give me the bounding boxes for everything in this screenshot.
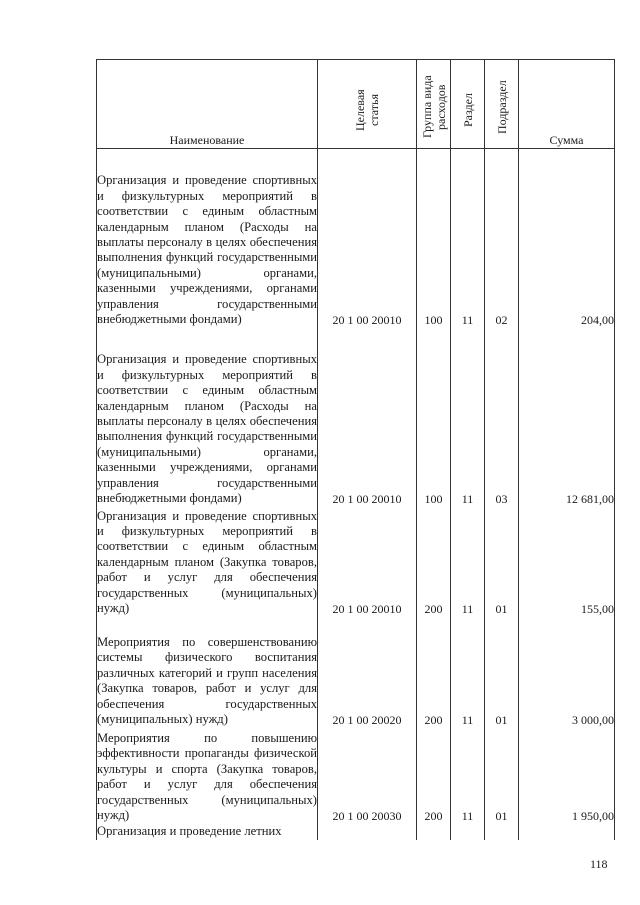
row-name: Организация и проведение спортивных и физкультурных мероприятий в соответствии с единым областным календарным планом (Расходы на выплаты персоналу в целях обеспечения выполнения функций государственными (муниципальными) органами, казенными учреждениями, органами управления государственными внебюджетными фондами) [97,149,318,328]
row-section: 11 [451,328,485,507]
header-target: Целевая статья [318,60,417,149]
row-name: Организация и проведение спортивных и физкультурных мероприятий в соответствии с единым областным календарным планом (Расходы на выплаты персоналу в целях обеспечения выполнения функций государственными (муниципальными) органами, казенными учреждениями, органами управления государственными внебюджетными фондами) [97,328,318,507]
budget-table [96,59,615,840]
row-target: 20 1 00 20010 [318,328,417,507]
row-subsection: 03 [485,328,519,507]
row-name: Мероприятия по совершенствованию системы физического воспитания различных категорий и групп населения (Закупка товаров, работ и услуг для обеспечения государственных (муниципальных) нужд) [97,617,318,728]
header-group: Группа вида расходов [417,60,451,149]
row-sum: 1 950,00 [519,728,615,824]
table-row [97,728,615,824]
row-group: 200 [417,507,451,617]
row-subsection: 01 [485,617,519,728]
table-row [97,507,615,617]
row-subsection: 01 [485,728,519,824]
row-subsection: 02 [485,149,519,328]
row-name: Мероприятия по повышению эффективности пропаганды физической культуры и спорта (Закупка товаров, работ и услуг для обеспечения государственных (муниципальных) нужд) [97,728,318,824]
row-group: 200 [417,617,451,728]
header-name: Наименование [97,60,318,149]
row-sum: 12 681,00 [519,328,615,507]
row-target: 20 1 00 20010 [318,149,417,328]
row-section: 11 [451,507,485,617]
row-group: 200 [417,728,451,824]
page-number: 118 [590,857,608,871]
row-section: 11 [451,728,485,824]
row-group [417,824,451,840]
header-sum: Сумма [519,60,615,149]
row-sum: 204,00 [519,149,615,328]
table-row [97,328,615,507]
table-row [97,824,615,840]
row-sum [519,824,615,840]
row-subsection [485,824,519,840]
row-target [318,824,417,840]
table-row [97,617,615,728]
header-section: Раздел [451,60,485,149]
row-group: 100 [417,328,451,507]
row-target: 20 1 00 20020 [318,617,417,728]
row-group: 100 [417,149,451,328]
header-row [97,60,615,149]
row-name: Организация и проведение летних [97,824,318,840]
table-row [97,149,615,328]
row-sum: 155,00 [519,507,615,617]
row-section [451,824,485,840]
row-target: 20 1 00 20030 [318,728,417,824]
header-subsection: Подраздел [485,60,519,149]
row-sum: 3 000,00 [519,617,615,728]
row-subsection: 01 [485,507,519,617]
row-name: Организация и проведение спортивных и физкультурных мероприятий в соответствии с единым областным календарным планом (Закупка товаров, работ и услуг для обеспечения государственных (муниципальных) нужд) [97,507,318,617]
row-target: 20 1 00 20010 [318,507,417,617]
row-section: 11 [451,149,485,328]
row-section: 11 [451,617,485,728]
